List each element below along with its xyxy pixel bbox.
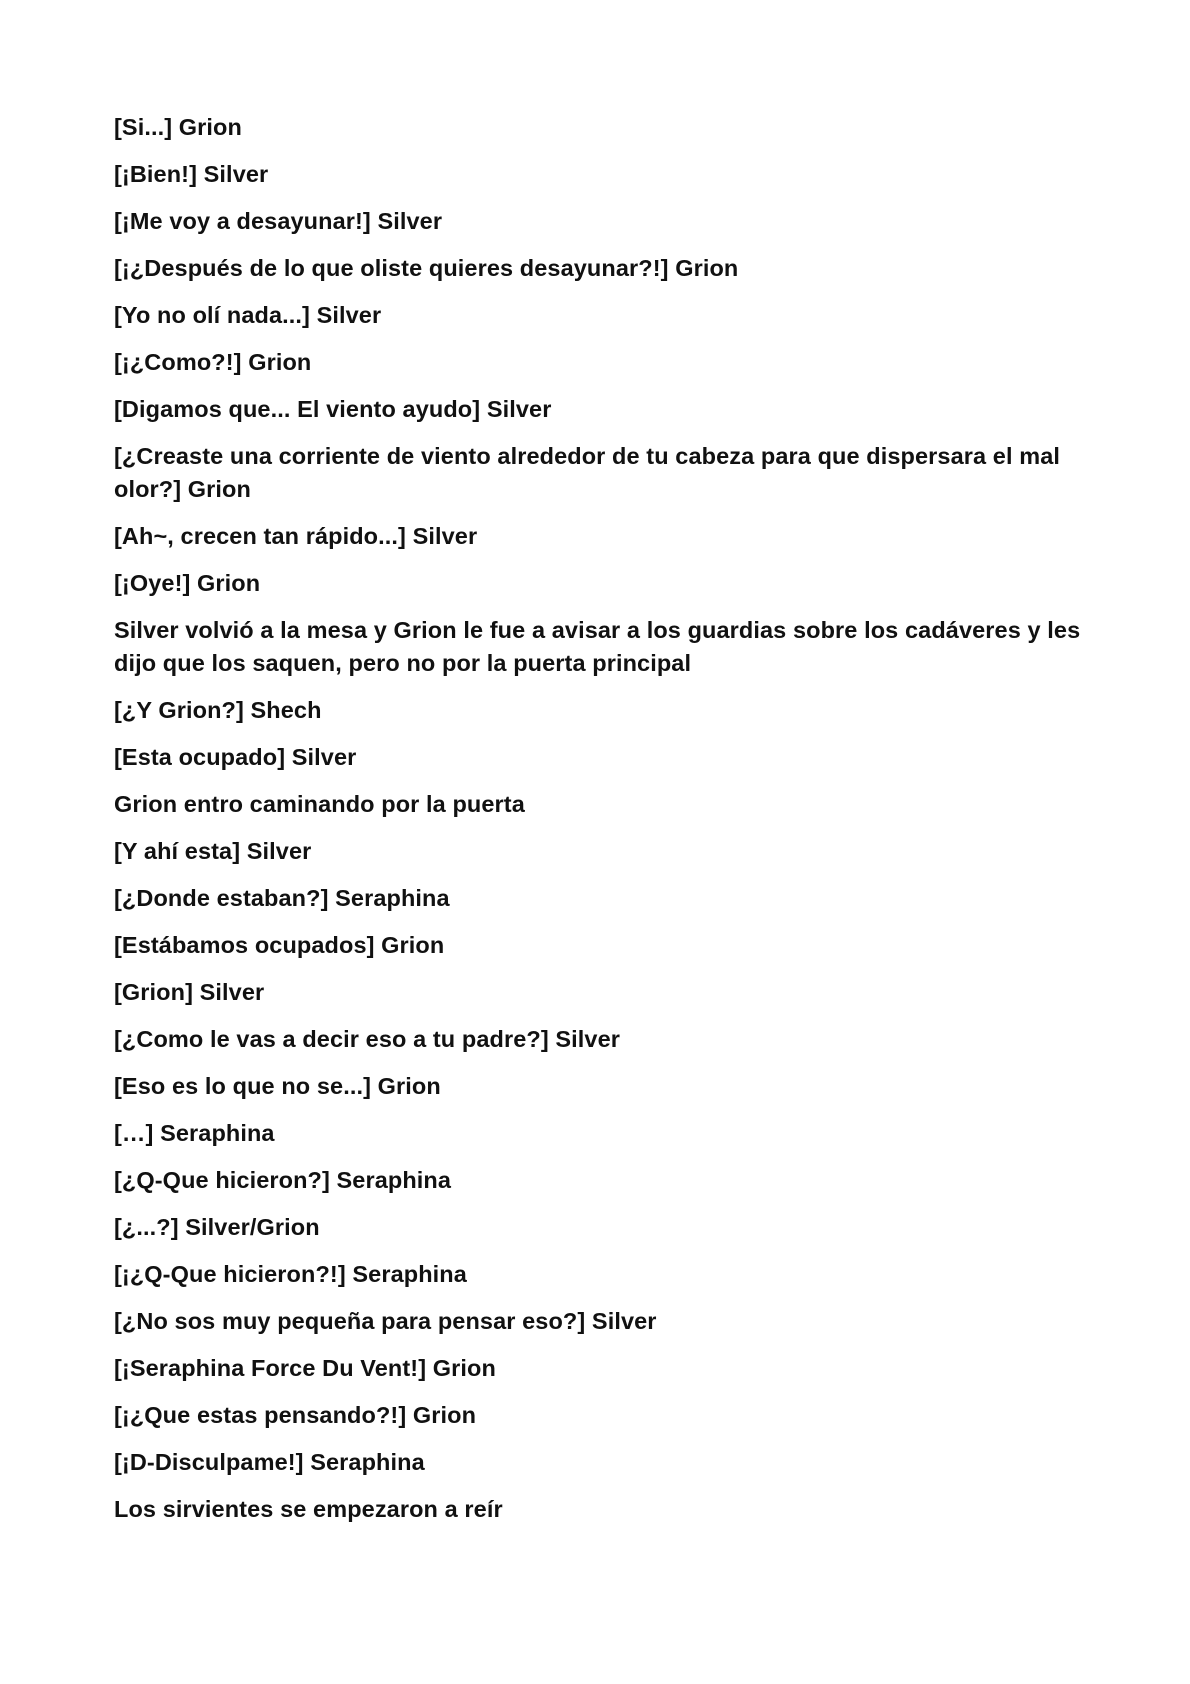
dialogue-line: [¡Me voy a desayunar!] Silver — [114, 208, 443, 234]
dialogue-line: [Digamos que... El viento ayudo] Silver — [114, 396, 552, 422]
dialogue-line: [Y ahí esta] Silver — [114, 838, 312, 864]
dialogue-line: [Estábamos ocupados] Grion — [114, 932, 445, 958]
dialogue-line: [¿...?] Silver/Grion — [114, 1214, 320, 1240]
dialogue-line: [¡Seraphina Force Du Vent!] Grion — [114, 1355, 496, 1381]
dialogue-line: [¿Como le vas a decir eso a tu padre?] Silver — [114, 1026, 620, 1052]
dialogue-line: [Eso es lo que no se...] Grion — [114, 1073, 441, 1099]
dialogue-line: [¡D-Disculpame!] Seraphina — [114, 1449, 425, 1475]
dialogue-line: [Si...] Grion — [114, 114, 242, 140]
dialogue-line: [¿No sos muy pequeña para pensar eso?] Silver — [114, 1308, 657, 1334]
dialogue-line: [¿Donde estaban?] Seraphina — [114, 885, 450, 911]
narration-line: Grion entro caminando por la puerta — [114, 791, 525, 817]
dialogue-line: [¡Oye!] Grion — [114, 570, 261, 596]
narration-line: Silver volvió a la mesa y Grion le fue a avisar a los guardias sobre los cadáveres y les dijo que los saquen, pero no por la puerta principal — [114, 617, 1081, 676]
dialogue-line: [¡¿Q-Que hicieron?!] Seraphina — [114, 1261, 467, 1287]
dialogue-line: [¡¿Como?!] Grion — [114, 349, 312, 375]
dialogue-line: [Esta ocupado] Silver — [114, 744, 357, 770]
dialogue-line: [Grion] Silver — [114, 979, 265, 1005]
dialogue-line: [¡¿Después de lo que oliste quieres desayunar?!] Grion — [114, 255, 739, 281]
document-body — [114, 111, 1084, 1540]
dialogue-line: [Ah~, crecen tan rápido...] Silver — [114, 523, 478, 549]
dialogue-line: [¿Q-Que hicieron?] Seraphina — [114, 1167, 452, 1193]
dialogue-line: [¿Y Grion?] Shech — [114, 697, 322, 723]
dialogue-line: [¿Creaste una corriente de viento alrededor de tu cabeza para que dispersara el mal olor?] Grion — [114, 443, 1061, 502]
dialogue-line: [Yo no olí nada...] Silver — [114, 302, 382, 328]
dialogue-line: [¡Bien!] Silver — [114, 161, 269, 187]
narration-line: Los sirvientes se empezaron a reír — [114, 1496, 503, 1522]
dialogue-line: [¡¿Que estas pensando?!] Grion — [114, 1402, 477, 1428]
dialogue-line: […] Seraphina — [114, 1120, 275, 1146]
